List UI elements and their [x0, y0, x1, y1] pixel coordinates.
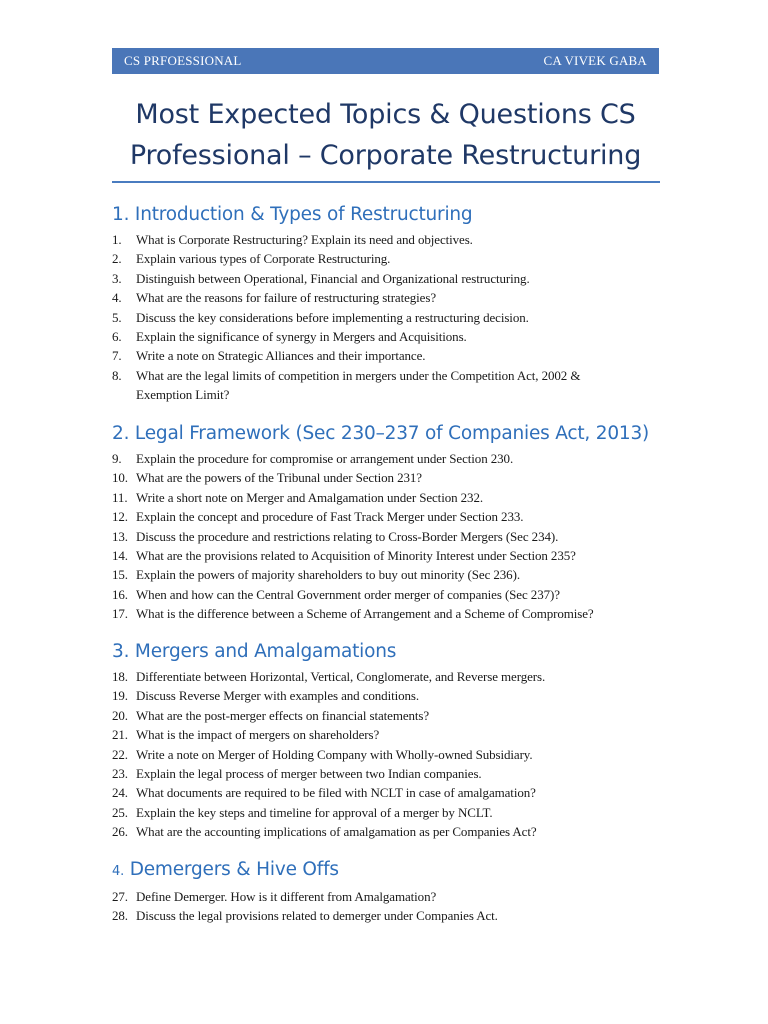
item-text: What are the accounting implications of amalgamation as per Companies Act?	[136, 824, 537, 840]
section-introduction	[112, 202, 672, 405]
item-text: Explain the powers of majority shareholders to buy out minority (Sec 236).	[136, 567, 520, 583]
list-item	[112, 686, 672, 705]
item-number: 20.	[112, 707, 128, 723]
item-number: 16.	[112, 586, 128, 602]
item-number: 2.	[112, 251, 122, 267]
item-number: 19.	[112, 688, 128, 704]
item-number: 17.	[112, 606, 128, 622]
section-heading	[112, 857, 672, 885]
item-number: 14.	[112, 548, 128, 564]
item-text: Explain the legal process of merger between two Indian companies.	[136, 766, 482, 782]
item-text: Write a note on Strategic Alliances and their importance.	[136, 348, 426, 364]
header-left-text: CS PRFOESSIONAL	[124, 53, 242, 68]
list-item	[112, 308, 672, 327]
item-text-continuation: Exemption Limit?	[136, 387, 230, 403]
list-item	[112, 507, 672, 526]
item-number: 7.	[112, 348, 122, 364]
question-list	[112, 449, 672, 624]
section-heading: 1. Introduction & Types of Restructuring	[112, 204, 473, 225]
item-text: Define Demerger. How is it different from Amalgamation?	[136, 889, 437, 904]
page-title-line-2: Professional – Corporate Restructuring	[129, 140, 642, 171]
item-number: 6.	[112, 329, 122, 345]
item-text: What documents are required to be filed with NCLT in case of amalgamation?	[136, 785, 536, 801]
list-item	[112, 488, 672, 507]
item-text: Discuss Reverse Merger with examples and conditions.	[136, 688, 420, 704]
item-text: What are the legal limits of competition in mergers under the Competition Act, 2002 &	[136, 367, 581, 383]
page-title	[112, 94, 659, 176]
list-item	[112, 288, 672, 307]
section-heading: 2. Legal Framework (Sec 230–237 of Companies Act, 2013)	[112, 423, 650, 444]
list-item	[112, 667, 672, 686]
section-legal-framework	[112, 421, 672, 624]
section-demergers	[112, 857, 672, 926]
item-number: 23.	[112, 766, 128, 782]
header-bar	[112, 48, 659, 74]
item-text: Write a note on Merger of Holding Company with Wholly-owned Subsidiary.	[136, 746, 533, 762]
question-list	[112, 667, 672, 842]
item-text: Discuss the key considerations before implementing a restructuring decision.	[136, 309, 529, 325]
item-text: When and how can the Central Government order merger of companies (Sec 237)?	[136, 586, 560, 602]
item-text: Explain the procedure for compromise or arrangement under Section 230.	[136, 451, 514, 466]
list-item	[112, 449, 672, 468]
item-number: 11.	[112, 489, 128, 505]
list-item	[112, 783, 672, 802]
list-item	[112, 269, 672, 288]
item-number: 28.	[112, 908, 128, 924]
list-item	[112, 604, 672, 623]
item-number: 27.	[112, 889, 128, 904]
title-divider	[112, 181, 660, 183]
section-heading: 3. Mergers and Amalgamations	[112, 641, 397, 662]
item-number: 22.	[112, 746, 128, 762]
question-list	[112, 887, 672, 926]
list-item	[112, 366, 672, 405]
header-right-text: CA VIVEK GABA	[543, 53, 647, 68]
list-item	[112, 249, 672, 268]
item-text: What is the impact of mergers on shareholders?	[136, 727, 380, 743]
list-item	[112, 585, 672, 604]
item-text: What are the reasons for failure of restructuring strategies?	[136, 290, 436, 306]
item-text: Write a short note on Merger and Amalgamation under Section 232.	[136, 489, 483, 505]
item-text: Explain the key steps and timeline for approval of a merger by NCLT.	[136, 804, 493, 820]
section-heading-number: 4.	[112, 864, 125, 879]
list-item	[112, 803, 672, 822]
item-number: 13.	[112, 528, 128, 544]
item-text: Discuss the procedure and restrictions relating to Cross-Border Mergers (Sec 234).	[136, 528, 559, 544]
page-title-line-1: Most Expected Topics & Questions CS	[135, 99, 636, 130]
item-text: Explain the concept and procedure of Fast Track Merger under Section 233.	[136, 509, 524, 525]
item-text: Explain the significance of synergy in Mergers and Acquisitions.	[136, 329, 467, 345]
item-number: 3.	[112, 270, 122, 286]
list-item	[112, 565, 672, 584]
item-number: 4.	[112, 290, 122, 306]
question-list	[112, 230, 672, 405]
item-number: 10.	[112, 470, 128, 486]
list-item	[112, 527, 672, 546]
item-text: What are the provisions related to Acquisition of Minority Interest under Section 235?	[136, 548, 576, 564]
list-item	[112, 546, 672, 565]
item-number: 1.	[112, 232, 122, 247]
item-text: What is Corporate Restructuring? Explain its need and objectives.	[136, 232, 473, 247]
list-item	[112, 346, 672, 365]
item-number: 8.	[112, 367, 122, 383]
item-text: Explain various types of Corporate Restructuring.	[136, 251, 391, 267]
item-text: Differentiate between Horizontal, Vertical, Conglomerate, and Reverse mergers.	[136, 669, 546, 684]
item-number: 26.	[112, 824, 128, 840]
item-number: 21.	[112, 727, 128, 743]
section-mergers-amalgamations	[112, 639, 672, 842]
list-item	[112, 906, 672, 925]
item-number: 5.	[112, 309, 122, 325]
item-number: 24.	[112, 785, 128, 801]
list-item	[112, 764, 672, 783]
list-item	[112, 327, 672, 346]
item-text: What are the powers of the Tribunal under Section 231?	[136, 470, 422, 486]
list-item	[112, 725, 672, 744]
section-heading-text: Demergers & Hive Offs	[129, 859, 339, 880]
list-item	[112, 745, 672, 764]
item-number: 12.	[112, 509, 128, 525]
item-number: 18.	[112, 669, 128, 684]
list-item	[112, 822, 672, 841]
item-number: 25.	[112, 804, 128, 820]
item-number: 15.	[112, 567, 128, 583]
list-item	[112, 706, 672, 725]
item-text: Distinguish between Operational, Financial and Organizational restructuring.	[136, 270, 530, 286]
list-item	[112, 468, 672, 487]
list-item	[112, 230, 672, 249]
item-number: 9.	[112, 451, 122, 466]
item-text: Discuss the legal provisions related to demerger under Companies Act.	[136, 908, 498, 924]
item-text: What are the post-merger effects on financial statements?	[136, 707, 430, 723]
item-text: What is the difference between a Scheme of Arrangement and a Scheme of Compromise?	[136, 606, 594, 622]
list-item	[112, 887, 672, 906]
